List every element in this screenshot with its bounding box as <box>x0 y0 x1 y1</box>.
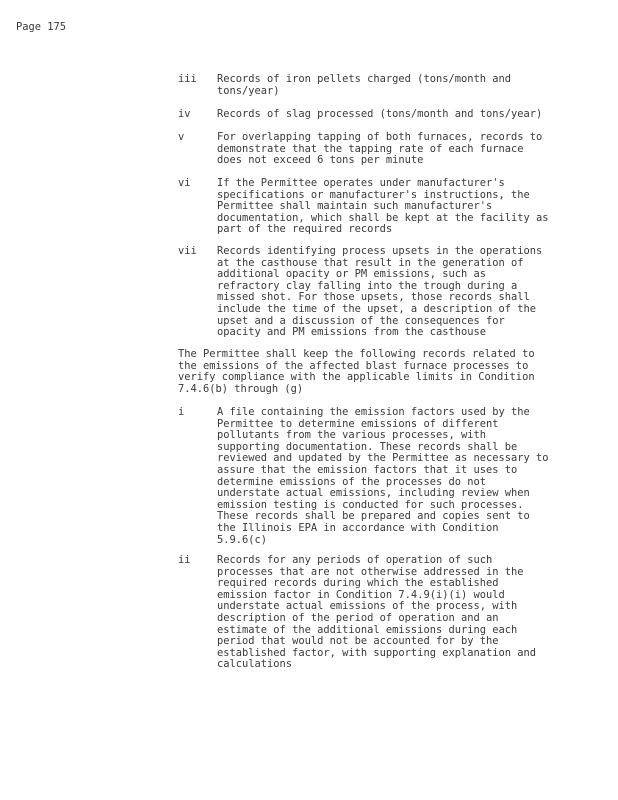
list-item-text: If the Permittee operates under manufacturer's specifications or manufacturer's instructions, the Permittee shall maintain such manufacturer's documentation, which shall be kept at the facility as part of the required records <box>217 177 549 236</box>
list-item-text: Records identifying process upsets in the operations at the casthouse that result in the generation of additional opacity or PM emissions, such as refractory clay falling into the trough during a missed shot. For those upsets, those records shall include the time of the upset, a description of the upset and a discussion of the consequences for opacity and PM emissions from the casthouse <box>217 245 543 339</box>
body-paragraph: The Permittee shall keep the following records related to the emissions of the affected blast furnace processes to verify compliance with the applicable limits in Condition 7.4.6(b) through (g) <box>178 348 535 395</box>
list-item-text: Records of slag processed (tons/month and tons/year) <box>217 108 543 120</box>
list-item-text: For overlapping tapping of both furnaces, records to demonstrate that the tapping rate of each furnace does not exceed 6 tons per minute <box>217 131 543 167</box>
list-marker: v <box>178 131 185 143</box>
page-number: Page 175 <box>16 21 67 33</box>
list-item-text: Records for any periods of operation of such processes that are not otherwise addressed in the required records during which the established emission factor in Condition 7.4.9(i)(i) would understate actual emissions of the process, with description of the period of operation and an estimate of the additional emissions during each period that would not be accounted for by the established factor, with supporting explanation and calculations <box>217 554 537 671</box>
list-item-text: A file containing the emission factors used by the Permittee to determine emissions of different pollutants from the various processes, with supporting documentation. These records shall be reviewed and updated by the Permittee as necessary to assure that the emission factors that it uses to determine emissions of the processes do not understate actual emissions, including review when emission testing is conducted for such processes. These records shall be prepared and copies sent to the Illinois EPA in accordance with Condition 5.9.6(c) <box>217 406 549 546</box>
list-marker: iii <box>178 73 197 85</box>
list-marker: vi <box>178 177 191 189</box>
list-marker: vii <box>178 245 197 257</box>
list-item-text: Records of iron pellets charged (tons/month and tons/year) <box>217 73 512 97</box>
list-marker: ii <box>178 554 191 566</box>
list-marker: i <box>178 406 185 418</box>
list-marker: iv <box>178 108 191 120</box>
